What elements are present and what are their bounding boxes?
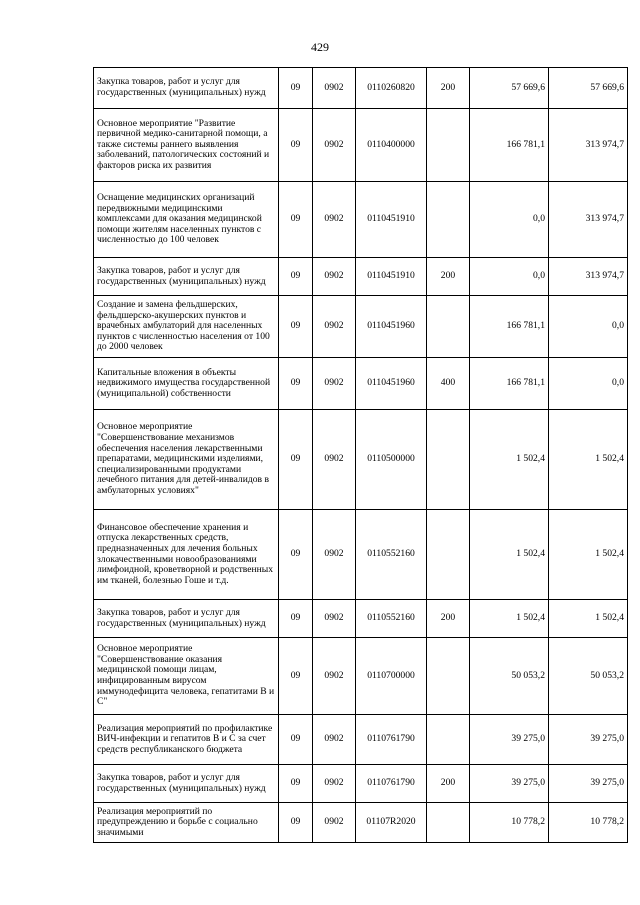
row-subsection: 0902: [313, 68, 356, 109]
row-expense-type: [427, 638, 470, 715]
row-target-code: 0110451960: [356, 358, 427, 410]
row-expense-type: 200: [427, 68, 470, 109]
row-sum-2: 39 275,0: [549, 715, 628, 765]
row-sum-1: 166 781,1: [470, 296, 549, 358]
row-sum-2: 313 974,7: [549, 182, 628, 258]
row-expense-type: [427, 510, 470, 600]
row-section: 09: [279, 600, 313, 638]
row-sum-1: 0,0: [470, 258, 549, 296]
row-name: Финансовое обеспечение хранения и отпуска лекарственных средств, предназначенных для лечения больных злокачественными новообразованиями лимфоидной, кроветворной и родственных им тканей, болезнью Гоше и т.д.: [94, 510, 279, 600]
row-section: 09: [279, 765, 313, 803]
row-section: 09: [279, 715, 313, 765]
row-section: 09: [279, 803, 313, 843]
row-sum-1: 1 502,4: [470, 410, 549, 510]
row-target-code: 0110761790: [356, 765, 427, 803]
row-name: Реализация мероприятий по профилактике ВИЧ-инфекции и гепатитов В и С за счет средств республиканского бюджета: [94, 715, 279, 765]
row-expense-type: 400: [427, 358, 470, 410]
row-sum-1: 1 502,4: [470, 600, 549, 638]
row-name: Закупка товаров, работ и услуг для государственных (муниципальных) нужд: [94, 600, 279, 638]
row-sum-1: 0,0: [470, 182, 549, 258]
row-target-code: 0110260820: [356, 68, 427, 109]
row-section: 09: [279, 510, 313, 600]
row-sum-1: 166 781,1: [470, 109, 549, 182]
row-subsection: 0902: [313, 600, 356, 638]
row-target-code: 0110761790: [356, 715, 427, 765]
budget-table: [93, 67, 628, 843]
row-name: Закупка товаров, работ и услуг для государственных (муниципальных) нужд: [94, 68, 279, 109]
row-name: Основное мероприятие "Совершенствование оказания медицинской помощи лицам, инфицированным вирусом иммунодефицита человека, гепатитами В и С": [94, 638, 279, 715]
row-section: 09: [279, 358, 313, 410]
table-row: [94, 803, 628, 843]
row-target-code: 0110500000: [356, 410, 427, 510]
row-name: Создание и замена фельдшерских, фельдшерско-акушерских пунктов и врачебных амбулаторий для населенных пунктов с численностью населения от 100 до 2000 человек: [94, 296, 279, 358]
row-name: Закупка товаров, работ и услуг для государственных (муниципальных) нужд: [94, 765, 279, 803]
row-expense-type: [427, 296, 470, 358]
row-section: 09: [279, 258, 313, 296]
row-expense-type: 200: [427, 600, 470, 638]
table-row: [94, 638, 628, 715]
row-expense-type: [427, 109, 470, 182]
row-section: 09: [279, 182, 313, 258]
row-sum-2: 313 974,7: [549, 109, 628, 182]
row-target-code: 0110400000: [356, 109, 427, 182]
table-row: [94, 296, 628, 358]
row-subsection: 0902: [313, 715, 356, 765]
row-sum-2: 1 502,4: [549, 600, 628, 638]
row-sum-1: 57 669,6: [470, 68, 549, 109]
row-sum-2: 10 778,2: [549, 803, 628, 843]
row-sum-2: 313 974,7: [549, 258, 628, 296]
row-name: Основное мероприятие "Совершенствование механизмов обеспечения населения лекарственными препаратами, медицинскими изделиями, специализированными продуктами лечебного питания для детей-инвалидов в амбулаторных условиях": [94, 410, 279, 510]
row-sum-1: 1 502,4: [470, 510, 549, 600]
row-subsection: 0902: [313, 296, 356, 358]
row-sum-2: 57 669,6: [549, 68, 628, 109]
row-section: 09: [279, 638, 313, 715]
row-subsection: 0902: [313, 109, 356, 182]
row-name: Капитальные вложения в объекты недвижимого имущества государственной (муниципальной) собственности: [94, 358, 279, 410]
row-expense-type: 200: [427, 258, 470, 296]
row-name: Оснащение медицинских организаций передвижными медицинскими комплексами для оказания медицинской помощи жителям населенных пунктов с численностью до 100 человек: [94, 182, 279, 258]
row-sum-2: 39 275,0: [549, 765, 628, 803]
row-section: 09: [279, 410, 313, 510]
row-target-code: 0110451910: [356, 258, 427, 296]
row-section: 09: [279, 68, 313, 109]
row-name: Закупка товаров, работ и услуг для государственных (муниципальных) нужд: [94, 258, 279, 296]
row-sum-2: 1 502,4: [549, 510, 628, 600]
row-subsection: 0902: [313, 803, 356, 843]
row-name: Реализация мероприятий по предупреждению и борьбе с социально значимыми: [94, 803, 279, 843]
table-row: [94, 410, 628, 510]
table-row: [94, 68, 628, 109]
row-target-code: 0110451960: [356, 296, 427, 358]
row-expense-type: [427, 182, 470, 258]
row-sum-1: 39 275,0: [470, 765, 549, 803]
table-row: [94, 765, 628, 803]
row-subsection: 0902: [313, 765, 356, 803]
row-expense-type: 200: [427, 765, 470, 803]
table-row: [94, 715, 628, 765]
row-expense-type: [427, 803, 470, 843]
row-sum-1: 166 781,1: [470, 358, 549, 410]
row-name: Основное мероприятие "Развитие первичной медико-санитарной помощи, а также системы раннего выявления заболеваний, патологических состояний и факторов риска их развития: [94, 109, 279, 182]
row-subsection: 0902: [313, 410, 356, 510]
row-sum-1: 50 053,2: [470, 638, 549, 715]
row-subsection: 0902: [313, 258, 356, 296]
table-row: [94, 600, 628, 638]
row-sum-2: 0,0: [549, 296, 628, 358]
table-row: [94, 258, 628, 296]
table-row: [94, 182, 628, 258]
table-row: [94, 358, 628, 410]
row-sum-1: 39 275,0: [470, 715, 549, 765]
row-target-code: 0110552160: [356, 510, 427, 600]
table-row: [94, 109, 628, 182]
row-subsection: 0902: [313, 182, 356, 258]
row-target-code: 0110552160: [356, 600, 427, 638]
row-target-code: 0110451910: [356, 182, 427, 258]
row-subsection: 0902: [313, 510, 356, 600]
page-number: 429: [311, 40, 329, 54]
row-expense-type: [427, 410, 470, 510]
row-expense-type: [427, 715, 470, 765]
row-section: 09: [279, 296, 313, 358]
row-target-code: 01107R2020: [356, 803, 427, 843]
row-subsection: 0902: [313, 638, 356, 715]
row-section: 09: [279, 109, 313, 182]
row-subsection: 0902: [313, 358, 356, 410]
row-sum-2: 0,0: [549, 358, 628, 410]
row-target-code: 0110700000: [356, 638, 427, 715]
row-sum-1: 10 778,2: [470, 803, 549, 843]
row-sum-2: 1 502,4: [549, 410, 628, 510]
table-row: [94, 510, 628, 600]
row-sum-2: 50 053,2: [549, 638, 628, 715]
